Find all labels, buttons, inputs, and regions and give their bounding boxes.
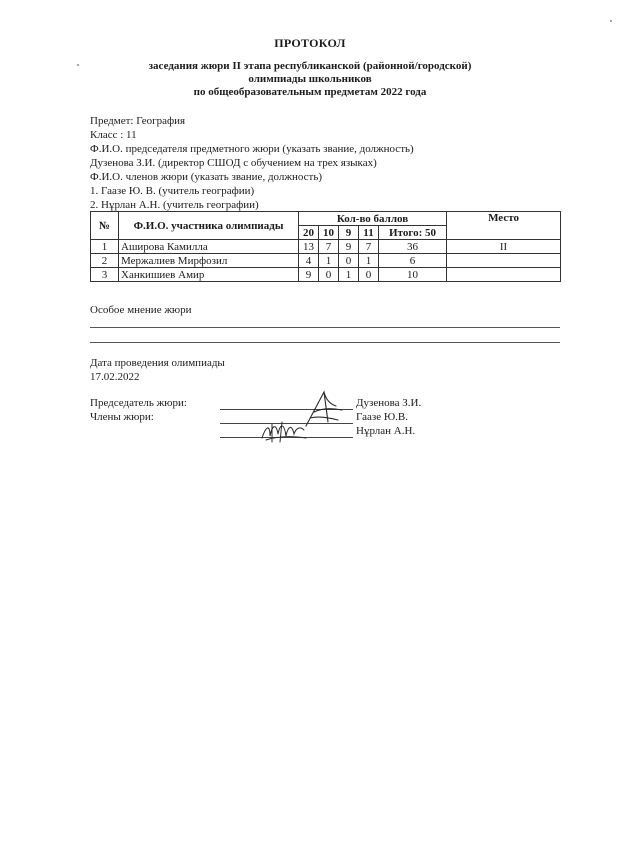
table-row	[91, 268, 561, 282]
results-table	[90, 211, 561, 282]
date-value: 17.02.2022	[90, 371, 140, 383]
row-score: 1	[359, 254, 379, 268]
opinion-rule-2	[90, 342, 560, 343]
row-score: 1	[339, 268, 359, 282]
score-header: 10	[319, 226, 339, 240]
score-header: 9	[339, 226, 359, 240]
row-place: II	[447, 240, 561, 254]
document-subtitle-line1: заседания жюри II этапа республиканской (районной/городской)	[148, 60, 472, 72]
document-subtitle-line3: по общеобразовательным предметам 2022 года	[193, 86, 427, 98]
row-name: Мержалиев Мирфозил	[119, 254, 299, 268]
row-score: 1	[319, 254, 339, 268]
row-name: Аширова Камилла	[119, 240, 299, 254]
table-row	[91, 254, 561, 268]
scan-speck	[77, 64, 79, 66]
row-score: 9	[339, 240, 359, 254]
member-1: 1. Гаазе Ю. В. (учитель географии)	[90, 185, 255, 197]
signature-name-1: Дузенова З.И.	[356, 397, 422, 409]
row-score: 0	[319, 268, 339, 282]
scan-speck	[610, 20, 612, 22]
opinion-rule-1	[90, 327, 560, 328]
row-place	[447, 268, 561, 282]
signature-mark-member	[258, 418, 310, 446]
chair-value: Дузенова З.И. (директор СШОД с обучением на трех языках)	[90, 157, 377, 169]
score-header: 11	[359, 226, 379, 240]
members-label: Ф.И.О. членов жюри (указать звание, должность)	[90, 171, 323, 183]
row-score: 7	[359, 240, 379, 254]
row-num: 2	[91, 254, 119, 268]
member-2: 2. Нұрлан А.Н. (учитель географии)	[90, 199, 259, 211]
score-header: 20	[299, 226, 319, 240]
document-subtitle-line2: олимпиады школьников	[248, 73, 372, 85]
signature-name-3: Нұрлан А.Н.	[356, 425, 416, 437]
row-place	[447, 254, 561, 268]
chair-signature-label: Председатель жюри:	[90, 397, 187, 409]
col-header-name: Ф.И.О. участника олимпиады	[119, 212, 299, 240]
row-total: 6	[379, 254, 447, 268]
col-header-scores: Кол-во баллов	[299, 212, 447, 226]
row-num: 3	[91, 268, 119, 282]
row-total: 10	[379, 268, 447, 282]
row-score: 4	[299, 254, 319, 268]
grade-line: Класс : 11	[90, 129, 137, 141]
row-score: 9	[299, 268, 319, 282]
row-name: Ханкишиев Амир	[119, 268, 299, 282]
table-row	[91, 240, 561, 254]
signature-name-2: Гаазе Ю.В.	[356, 411, 408, 423]
opinion-label: Особое мнение жюри	[90, 304, 192, 316]
subject-line: Предмет: География	[90, 115, 186, 127]
chair-label: Ф.И.О. председателя предметного жюри (указать звание, должность)	[90, 143, 414, 155]
document-title: ПРОТОКОЛ	[274, 36, 346, 50]
row-score: 13	[299, 240, 319, 254]
score-header-total: Итого: 50	[379, 226, 447, 240]
row-score: 0	[339, 254, 359, 268]
col-header-num: №	[91, 212, 119, 240]
row-total: 36	[379, 240, 447, 254]
members-signature-label: Члены жюри:	[90, 411, 154, 423]
row-score: 0	[359, 268, 379, 282]
row-num: 1	[91, 240, 119, 254]
table-header-row	[91, 212, 561, 226]
date-label: Дата проведения олимпиады	[90, 357, 225, 369]
col-header-place: Место	[447, 212, 561, 240]
row-score: 7	[319, 240, 339, 254]
